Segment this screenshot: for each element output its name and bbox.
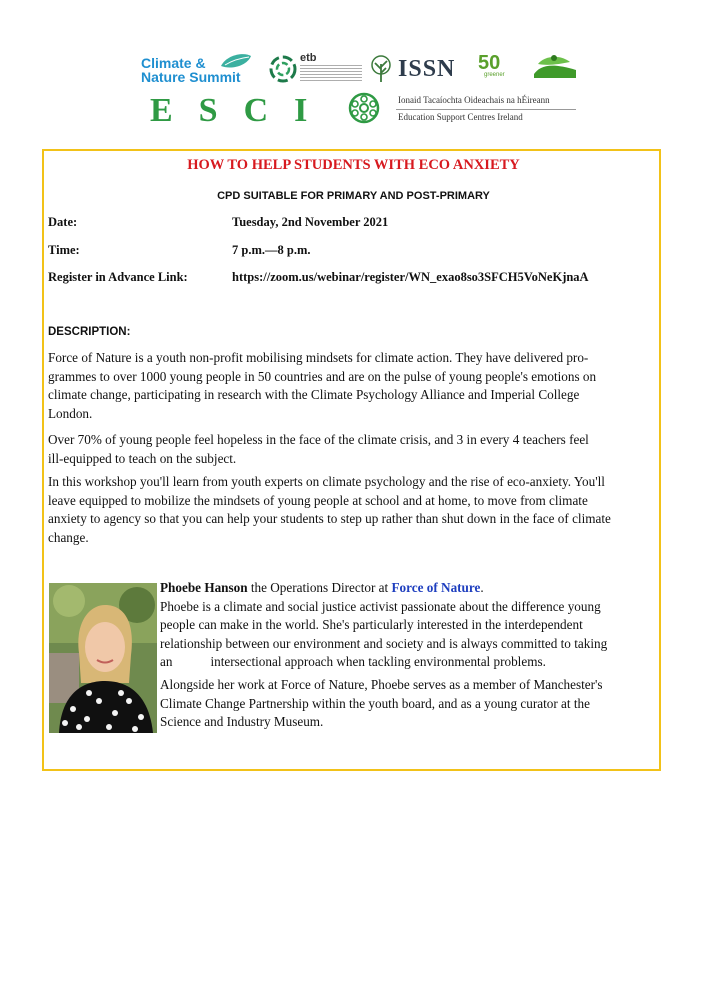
text-line: Climate Change Partnership within the youth board, and as a young curator at the bbox=[160, 695, 590, 711]
text-line: change. bbox=[48, 529, 89, 545]
speaker-heading bbox=[160, 579, 656, 598]
text-fragment: an bbox=[160, 654, 173, 669]
speaker-bio-2 bbox=[160, 676, 656, 732]
text-line: Alongside her work at Force of Nature, Phoebe serves as a member of Manchester's bbox=[160, 677, 603, 692]
esci-divider bbox=[396, 109, 576, 110]
time-value: 7 p.m.—8 p.m. bbox=[232, 243, 311, 257]
description-paragraph-1 bbox=[48, 349, 660, 423]
time-label: Time: bbox=[48, 243, 80, 257]
description-heading: DESCRIPTION: bbox=[48, 326, 131, 338]
description-paragraph-2 bbox=[48, 431, 660, 468]
esci-english-name: Education Support Centres Ireland bbox=[398, 112, 523, 122]
text-line: anxiety to agency so that you can help your students to step up rather than shut down in the face of climate bbox=[48, 511, 611, 526]
text-line: ill-equipped to teach on the subject. bbox=[48, 450, 237, 466]
etb-swirl-icon bbox=[268, 54, 298, 84]
cns-line1: Climate & bbox=[141, 55, 206, 71]
register-link[interactable]: https://zoom.us/webinar/register/WN_exao8so3SFCH5VoNeKjnaA bbox=[232, 270, 589, 284]
climate-nature-summit-logo bbox=[141, 56, 241, 84]
description-paragraph-3 bbox=[48, 473, 660, 547]
text-line: climate change, participating in research with the Climate Psychology Alliance and Imperial College bbox=[48, 387, 580, 402]
text-line: people can make in the world. She's particularly interested in the interdependent bbox=[160, 617, 583, 632]
cns-line2: Nature Summit bbox=[141, 69, 241, 85]
event-title: HOW TO HELP STUDENTS WITH ECO ANXIETY bbox=[187, 157, 520, 173]
event-subtitle: CPD SUITABLE FOR PRIMARY AND POST-PRIMARY bbox=[217, 190, 490, 202]
green-schools-icon bbox=[530, 52, 580, 82]
text-line: Force of Nature is a youth non-profit mobilising mindsets for climate action. They have delivered pro- bbox=[48, 350, 589, 365]
text-line: relationship between our environment and society and is always committed to taking bbox=[160, 635, 608, 651]
esci-logo-text: ESCI bbox=[150, 92, 334, 129]
text-line: In this workshop you'll learn from youth experts on climate psychology and the rise of eco-anxiety. You'll bbox=[48, 474, 605, 489]
text-line: grammes to over 1000 young people in 50 countries and are on the pulse of young people's emotions on bbox=[48, 368, 597, 384]
text-line: leave equipped to mobilize the mindsets of young people at school and at home, to move from climate bbox=[48, 492, 588, 508]
speaker-photo bbox=[49, 583, 157, 733]
text-line: Science and Industry Museum. bbox=[160, 714, 324, 729]
text-line bbox=[160, 653, 656, 672]
etb-small-text bbox=[300, 65, 362, 83]
speaker-name: Phoebe Hanson bbox=[160, 580, 248, 595]
esci-badge-icon bbox=[342, 92, 386, 124]
text-line: London. bbox=[48, 405, 93, 421]
register-label: Register in Advance Link: bbox=[48, 270, 188, 284]
esci-irish-name: Ionaid Tacaíochta Oideachais na hÉireann bbox=[398, 95, 550, 105]
fifty-greener-logo: 50 bbox=[478, 52, 501, 74]
speaker-bio-1 bbox=[160, 579, 656, 672]
date-value: Tuesday, 2nd November 2021 bbox=[232, 215, 389, 229]
date-label: Date: bbox=[48, 215, 78, 229]
leaf-icon bbox=[219, 52, 253, 72]
etb-logo-text: etb bbox=[300, 52, 317, 64]
organization-name: Force of Nature bbox=[391, 580, 481, 595]
speaker-role: the Operations Director at bbox=[247, 580, 392, 595]
issn-logo: ISSN bbox=[398, 56, 456, 82]
text-line: Over 70% of young people feel hopeless in the face of the climate crisis, and 3 in every 4 teachers feel bbox=[48, 432, 589, 447]
text-fragment: intersectional approach when tackling environmental problems. bbox=[210, 654, 546, 669]
header-logos bbox=[0, 0, 707, 130]
speaker-heading-suffix: . bbox=[480, 580, 484, 595]
tree-icon bbox=[366, 54, 396, 84]
fifty-greener-sub: greener bbox=[484, 72, 505, 78]
text-line: Phoebe is a climate and social justice activist passionate about the difference young bbox=[160, 598, 601, 614]
